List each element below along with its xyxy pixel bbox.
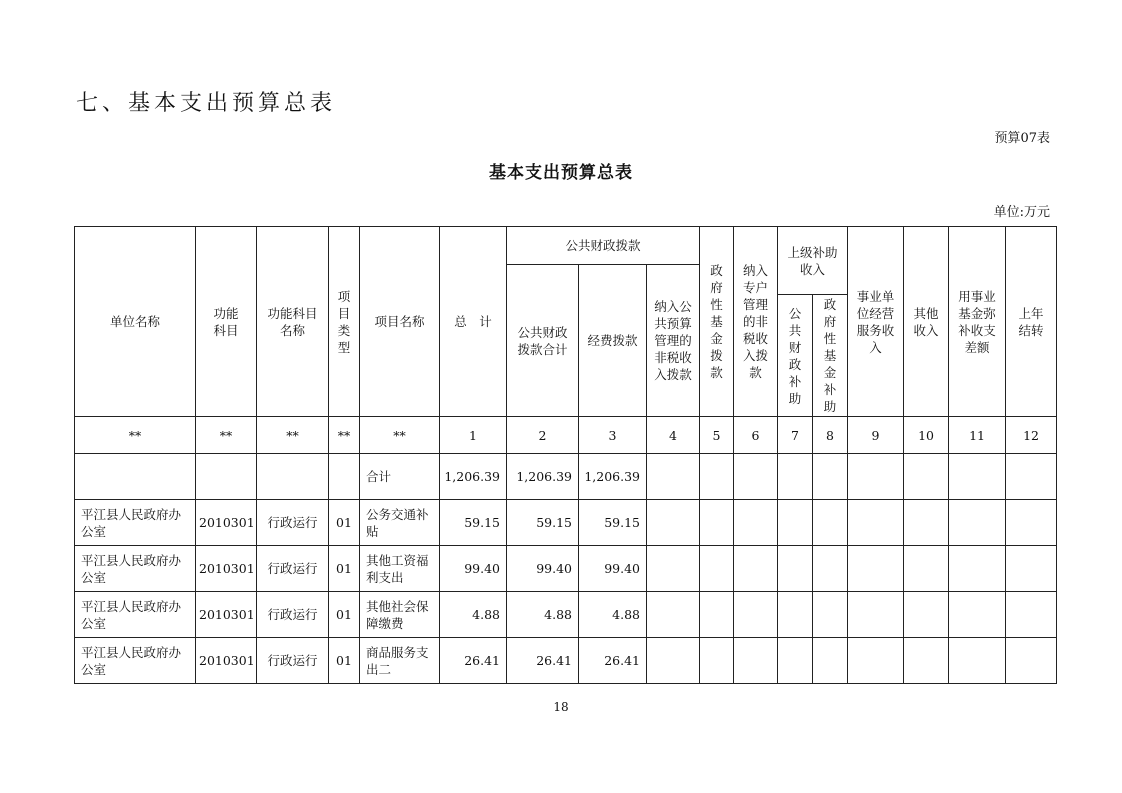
- index-cell: 1: [440, 417, 507, 454]
- empty-cell: [813, 454, 848, 500]
- header-item-type-text: 项目类型: [337, 288, 351, 355]
- row-unit: 平江县人民政府办公室: [75, 592, 196, 638]
- index-cell: **: [329, 417, 360, 454]
- row-pf-total: 4.88: [507, 592, 579, 638]
- row-type: 01: [329, 546, 360, 592]
- empty-cell: [647, 592, 700, 638]
- empty-cell: [904, 500, 949, 546]
- empty-cell: [734, 592, 778, 638]
- empty-cell: [813, 546, 848, 592]
- empty-cell: [778, 638, 813, 684]
- empty-cell: [949, 592, 1006, 638]
- row-unit: 平江县人民政府办公室: [75, 638, 196, 684]
- empty-cell: [1006, 546, 1057, 592]
- row-subject: 行政运行: [257, 500, 329, 546]
- section-title: 七、基本支出预算总表: [76, 91, 337, 116]
- empty-cell: [778, 500, 813, 546]
- empty-cell: [1006, 638, 1057, 684]
- header-special-nontax: [734, 227, 778, 417]
- header-pf-total: [507, 265, 579, 417]
- header-total: 总 计: [440, 227, 507, 417]
- row-unit: 平江县人民政府办公室: [75, 500, 196, 546]
- empty-cell: [848, 592, 904, 638]
- total-pf-total: 1,206.39: [507, 454, 579, 500]
- row-item: 公务交通补贴: [360, 500, 440, 546]
- row-type: 01: [329, 592, 360, 638]
- row-pf-funds: 59.15: [579, 500, 647, 546]
- index-cell: **: [75, 417, 196, 454]
- empty-cell: [647, 500, 700, 546]
- row-total: 99.40: [440, 546, 507, 592]
- header-public-finance: 公共财政拨款: [507, 227, 700, 265]
- table-row: [75, 638, 1057, 684]
- header-row-1: [75, 227, 1057, 265]
- empty-cell: [647, 454, 700, 500]
- empty-cell: [778, 546, 813, 592]
- header-pf-nontax-text: 纳入公共预算管理的非税收入拨款: [654, 299, 692, 382]
- form-code: 预算07表: [994, 131, 1050, 146]
- header-gov-fund-text: 政府性基金拨款: [710, 263, 723, 380]
- row-pf-total: 59.15: [507, 500, 579, 546]
- index-cell: 8: [813, 417, 848, 454]
- empty-cell: [813, 592, 848, 638]
- index-cell: **: [257, 417, 329, 454]
- budget-table: [74, 226, 1057, 684]
- row-subject: 行政运行: [257, 546, 329, 592]
- table-row: [75, 500, 1057, 546]
- header-func-subject-name-text: 功能科目名称: [267, 305, 318, 338]
- row-total: 26.41: [440, 638, 507, 684]
- row-total: 4.88: [440, 592, 507, 638]
- empty-cell: [848, 638, 904, 684]
- table-row: [75, 546, 1057, 592]
- empty-cell: [700, 454, 734, 500]
- header-gov-fund: [700, 227, 734, 417]
- header-pf-funds: 经费拨款: [579, 265, 647, 417]
- row-pf-funds: 99.40: [579, 546, 647, 592]
- header-pf-total-text: 公共财政拨款合计: [517, 324, 568, 357]
- row-type: 01: [329, 638, 360, 684]
- header-func-subject-text: 功能科目: [213, 305, 239, 338]
- index-cell: 4: [647, 417, 700, 454]
- header-business-income: [848, 227, 904, 417]
- header-special-nontax-text: 纳入专户管理的非税收入拨款: [743, 263, 769, 380]
- index-cell: 11: [949, 417, 1006, 454]
- empty-cell: [778, 592, 813, 638]
- header-ss-gov-fund-text: 政府性基金补助: [823, 297, 837, 414]
- empty-cell: [949, 638, 1006, 684]
- total-amount: 1,206.39: [440, 454, 507, 500]
- empty-cell: [700, 592, 734, 638]
- header-func-subject-name: [257, 227, 329, 417]
- row-pf-total: 99.40: [507, 546, 579, 592]
- empty-cell: [196, 454, 257, 500]
- empty-cell: [700, 638, 734, 684]
- empty-cell: [329, 454, 360, 500]
- row-subject: 行政运行: [257, 638, 329, 684]
- row-pf-total: 26.41: [507, 638, 579, 684]
- row-pf-funds: 26.41: [579, 638, 647, 684]
- total-pf-funds: 1,206.39: [579, 454, 647, 500]
- total-row: [75, 454, 1057, 500]
- empty-cell: [1006, 454, 1057, 500]
- empty-cell: [734, 638, 778, 684]
- unit-label: 单位:万元: [993, 205, 1050, 220]
- empty-cell: [647, 638, 700, 684]
- empty-cell: [1006, 592, 1057, 638]
- header-item-name: 项目名称: [360, 227, 440, 417]
- total-label: 合计: [360, 454, 440, 500]
- empty-cell: [813, 638, 848, 684]
- header-last-year-text: 上年结转: [1018, 305, 1044, 338]
- index-row: [75, 417, 1057, 454]
- empty-cell: [257, 454, 329, 500]
- header-unit-name: 单位名称: [75, 227, 196, 417]
- page-number: 18: [553, 700, 569, 714]
- table-title: 基本支出预算总表: [489, 163, 633, 183]
- row-code: 2010301: [196, 592, 257, 638]
- header-business-income-text: 事业单位经营服务收入: [856, 288, 895, 355]
- empty-cell: [734, 500, 778, 546]
- header-last-year: [1006, 227, 1057, 417]
- empty-cell: [904, 546, 949, 592]
- row-total: 59.15: [440, 500, 507, 546]
- empty-cell: [700, 546, 734, 592]
- table-row: [75, 592, 1057, 638]
- empty-cell: [904, 592, 949, 638]
- empty-cell: [1006, 500, 1057, 546]
- header-pf-nontax: [647, 265, 700, 417]
- index-cell: 5: [700, 417, 734, 454]
- empty-cell: [848, 454, 904, 500]
- empty-cell: [949, 454, 1006, 500]
- row-subject: 行政运行: [257, 592, 329, 638]
- empty-cell: [949, 546, 1006, 592]
- empty-cell: [813, 500, 848, 546]
- header-other-income-text: 其他收入: [913, 305, 939, 338]
- index-cell: 3: [579, 417, 647, 454]
- index-cell: 6: [734, 417, 778, 454]
- empty-cell: [904, 638, 949, 684]
- header-fund-balance-text: 用事业基金弥补收支差额: [958, 288, 996, 355]
- row-code: 2010301: [196, 638, 257, 684]
- empty-cell: [734, 546, 778, 592]
- header-func-subject: [196, 227, 257, 417]
- index-cell: 9: [848, 417, 904, 454]
- empty-cell: [734, 454, 778, 500]
- empty-cell: [904, 454, 949, 500]
- empty-cell: [848, 500, 904, 546]
- header-ss-public-text: 公共财政补助: [788, 305, 802, 406]
- row-item: 其他工资福利支出: [360, 546, 440, 592]
- empty-cell: [647, 546, 700, 592]
- header-superior-subsidy-text: 上级补助收入: [787, 244, 838, 277]
- index-cell: 10: [904, 417, 949, 454]
- header-superior-subsidy: [778, 227, 848, 295]
- index-cell: **: [360, 417, 440, 454]
- row-type: 01: [329, 500, 360, 546]
- header-ss-gov-fund: [813, 295, 848, 417]
- index-cell: 2: [507, 417, 579, 454]
- row-code: 2010301: [196, 500, 257, 546]
- header-other-income: [904, 227, 949, 417]
- row-code: 2010301: [196, 546, 257, 592]
- empty-cell: [949, 500, 1006, 546]
- index-cell: 7: [778, 417, 813, 454]
- index-cell: **: [196, 417, 257, 454]
- row-item: 其他社会保障缴费: [360, 592, 440, 638]
- header-ss-public: [778, 295, 813, 417]
- empty-cell: [700, 500, 734, 546]
- empty-cell: [778, 454, 813, 500]
- row-pf-funds: 4.88: [579, 592, 647, 638]
- header-fund-balance: [949, 227, 1006, 417]
- header-item-type: [329, 227, 360, 417]
- index-cell: 12: [1006, 417, 1057, 454]
- empty-cell: [75, 454, 196, 500]
- empty-cell: [848, 546, 904, 592]
- row-unit: 平江县人民政府办公室: [75, 546, 196, 592]
- row-item: 商品服务支出二: [360, 638, 440, 684]
